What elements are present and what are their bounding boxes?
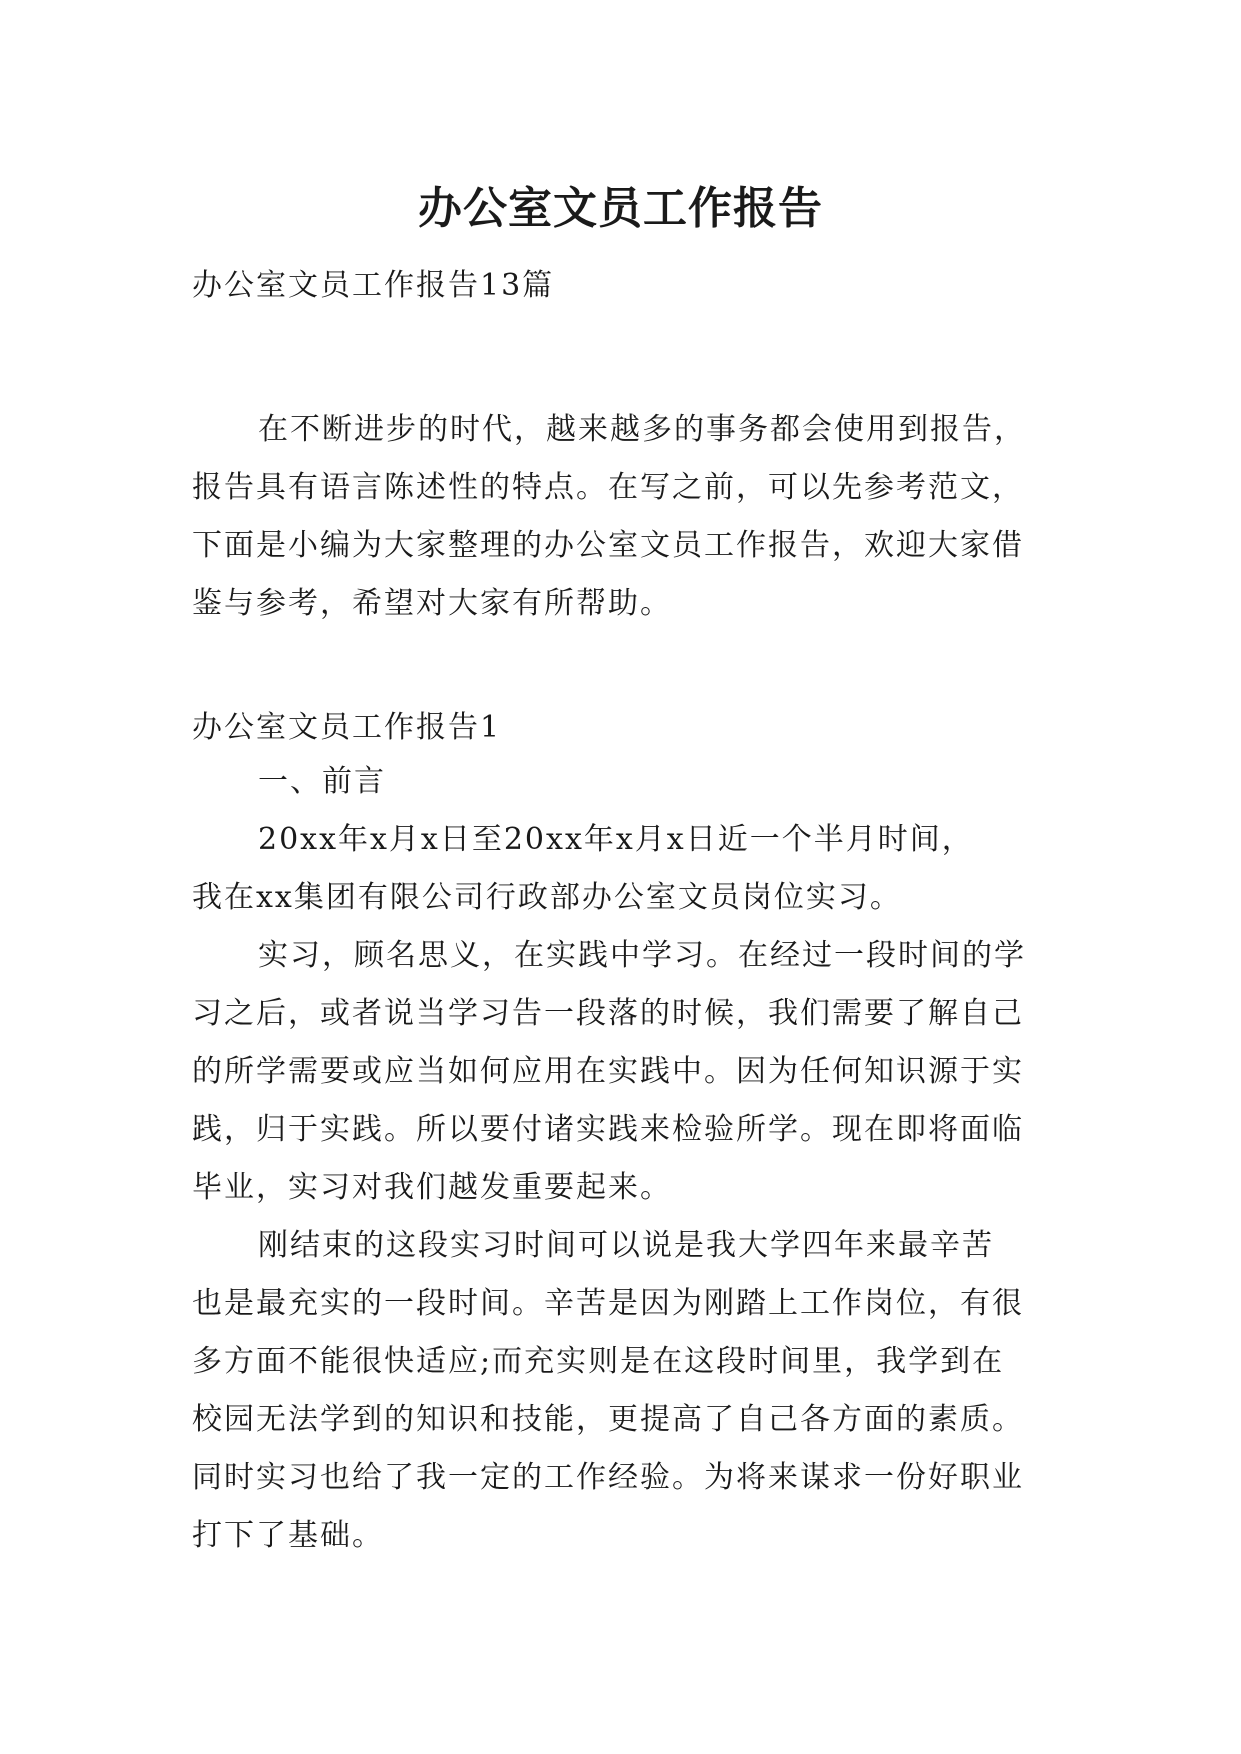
para3-line-4: 校园无法学到的知识和技能，更提高了自己各方面的素质。 bbox=[192, 1402, 1024, 1437]
para1-line-1: 20xx年x月x日至20xx年x月x日近一个半月时间， bbox=[258, 822, 974, 857]
intro-line-2: 报告具有语言陈述性的特点。在写之前，可以先参考范文， bbox=[192, 470, 1024, 505]
para2-line-4: 践，归于实践。所以要付诸实践来检验所学。现在即将面临 bbox=[192, 1112, 1024, 1147]
para3-line-6: 打下了基础。 bbox=[192, 1518, 384, 1553]
subtitle: 办公室文员工作报告13篇 bbox=[192, 268, 555, 303]
para3-line-3: 多方面不能很快适应;而充实则是在这段时间里，我学到在 bbox=[192, 1344, 1005, 1379]
para1-line-2: 我在xx集团有限公司行政部办公室文员岗位实习。 bbox=[192, 880, 902, 915]
para3-line-2: 也是最充实的一段时间。辛苦是因为刚踏上工作岗位，有很 bbox=[192, 1286, 1024, 1321]
para2-line-1: 实习，顾名思义，在实践中学习。在经过一段时间的学 bbox=[258, 938, 1026, 973]
para2-line-2: 习之后，或者说当学习告一段落的时候，我们需要了解自己 bbox=[192, 996, 1024, 1031]
section-heading: 办公室文员工作报告1 bbox=[192, 710, 502, 745]
intro-line-1: 在不断进步的时代，越来越多的事务都会使用到报告， bbox=[258, 412, 1026, 447]
para3-line-1: 刚结束的这段实习时间可以说是我大学四年来最辛苦 bbox=[258, 1228, 994, 1263]
para2-line-3: 的所学需要或应当如何应用在实践中。因为任何知识源于实 bbox=[192, 1054, 1024, 1089]
document-title: 办公室文员工作报告 bbox=[418, 183, 823, 235]
intro-line-3: 下面是小编为大家整理的办公室文员工作报告，欢迎大家借 bbox=[192, 528, 1024, 563]
para3-line-5: 同时实习也给了我一定的工作经验。为将来谋求一份好职业 bbox=[192, 1460, 1024, 1495]
intro-line-4: 鉴与参考，希望对大家有所帮助。 bbox=[192, 586, 672, 621]
para2-line-5: 毕业，实习对我们越发重要起来。 bbox=[192, 1170, 672, 1205]
part-heading: 一、前言 bbox=[258, 764, 386, 799]
